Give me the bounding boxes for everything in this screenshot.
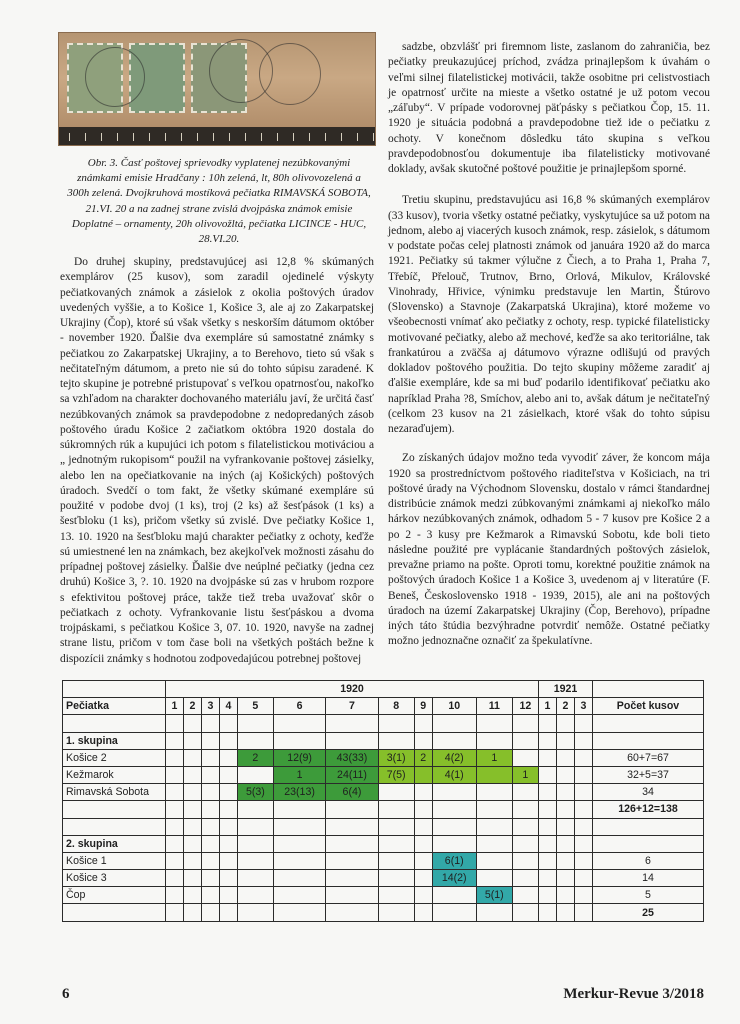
table-cell <box>166 835 184 852</box>
table-cell <box>326 801 378 818</box>
table-row <box>63 870 704 887</box>
table-cell <box>166 801 184 818</box>
table-cell <box>476 818 512 835</box>
month-header: 1 <box>166 698 184 715</box>
ruler-tick <box>309 133 310 141</box>
month-cell <box>476 784 512 801</box>
table-cell <box>201 801 219 818</box>
table-cell <box>432 715 476 732</box>
ruler-tick <box>181 133 182 141</box>
row-label: Kežmarok <box>63 766 166 783</box>
month-cell <box>414 766 432 783</box>
table-cell <box>166 818 184 835</box>
table-cell <box>593 715 704 732</box>
table-cell <box>432 732 476 749</box>
right-column <box>388 40 710 650</box>
ruler-tick <box>341 133 342 141</box>
table-cell <box>63 801 166 818</box>
table-cell <box>273 904 325 921</box>
stamp-photo <box>58 32 376 146</box>
table-cell <box>593 732 704 749</box>
table-cell <box>183 715 201 732</box>
table-cell <box>183 732 201 749</box>
row-label: Košice 2 <box>63 749 166 766</box>
month-cell <box>414 784 432 801</box>
month-cell <box>556 749 574 766</box>
month-header: 12 <box>512 698 538 715</box>
month-cell <box>183 766 201 783</box>
month-cell <box>574 784 592 801</box>
month-cell <box>556 852 574 869</box>
month-cell <box>166 870 184 887</box>
ruler-tick <box>197 133 198 141</box>
month-cell <box>326 870 378 887</box>
month-cell <box>556 887 574 904</box>
column-header-postmark: Pečiatka <box>63 698 166 715</box>
month-cell <box>538 887 556 904</box>
count-cell: 5 <box>593 887 704 904</box>
figure-caption: Obr. 3. Časť poštovej sprievodky vyplatenej nezúbkovanými známkami emisie Hradčany : 10h zelená, lt, 80h olivovozelená a 300h zelená. Dvojkruhová mostíková pečiatka RIMAVSKÁ SOBOTA, 21.VI. 20 a na zadnej strane zvislá dvojpáska známok emisie Doplatné – ornamenty, 20h olivovožltá, pečiatka LICINCE - HUC, 28.VI.20. <box>67 157 371 246</box>
month-cell <box>538 784 556 801</box>
table-cell <box>538 801 556 818</box>
table-cell <box>574 715 592 732</box>
table-row-empty <box>63 818 704 835</box>
table-cell <box>593 835 704 852</box>
ruler-strip <box>59 127 375 145</box>
count-cell: 14 <box>593 870 704 887</box>
paragraph: sadzbe, obzvlášť pri firemnom liste, zaslanom do zahraničia, bez pečiatky preukazujúcej príchod, zvádza prinajlepšom k úvahám o veľmi silnej filatelistickej motivácii, takže osobitne pri celistvostiach je opatrnosť určite na mieste a všetko ostatné je už potom vecou „záľuby“. V prípade vodorovnej päťpásky s pečiatkou Čop, 15. 11. 1920 je situácia podobná a pravdepodobne tiež ide o pečiatku z ochoty. V konečnom dôsledku táto skupina s veľkou pravdepodobnosťou dokumentuje iba filatelisticky motivované doklady, avšak skutočné poštové použitie je prinajlepšom sporné. <box>388 41 710 175</box>
table-cell <box>574 818 592 835</box>
table-cell <box>538 732 556 749</box>
table-cell <box>414 715 432 732</box>
month-cell <box>476 766 512 783</box>
table-cell <box>326 904 378 921</box>
table-cell <box>378 904 414 921</box>
month-cell <box>237 887 273 904</box>
table-cell <box>166 732 184 749</box>
month-cell: 23(13) <box>273 784 325 801</box>
table-cell <box>219 904 237 921</box>
month-cell <box>273 852 325 869</box>
month-cell: 7(5) <box>378 766 414 783</box>
group-label: 1. skupina <box>63 732 166 749</box>
month-cell <box>512 749 538 766</box>
table-cell <box>326 835 378 852</box>
month-header: 3 <box>574 698 592 715</box>
month-cell <box>378 852 414 869</box>
month-cell <box>476 852 512 869</box>
month-cell <box>273 870 325 887</box>
month-cell: 1 <box>273 766 325 783</box>
paragraph: Do druhej skupiny, predstavujúcej asi 12,8 % skúmaných exemplárov (25 kusov), som zaradil ojedinelé výskyty pečiatkovaných známok a zásielok z okolia poštových úradov uvedených vyššie, a to Košice 1, Košice 3, ale aj zo Zakarpatskej Ukrajiny (Čop), ktoré sú však všetky s neskorším dátumom október - november 1920. Ďalšie dva exempláre sú samostatné známky s pečiatkou zo Zakarpatskej Ukrajiny, a to Berehovo, tieto sú však s nečitateľným dátumom, a preto nie sú do tohto súpisu zaradené. K tejto skupine je potrebné pristupovať s veľkou opatrnosťou, nakoľko sa vzhľadom na charakter dochovaného materiálu javí, že určitá časť nezúbkovaných známok sa pravdepodobne z nedopredaných zásob poštového úradu Košice 2 začiatkom októbra 1920 dostala do súkromných rúk a kupujúci ich potom s filatelistickou motiváciou a „ jednotným rukopisom“ použil na vyfrankovanie poštovej zásielky, alebo len na opečiatkovanie na iných (aj Košických) poštových úradoch. Svedčí o tom fakt, že všetky skúmané exempláre sú použité v podobe dvoj (1 ks), troj (2 ks) až šesťpások (1 ks) a šesťbloku (1 ks), pričom všetky sú zvislé. Dve pečiatky Košice 1, 13. 10. 1920 na šesťbloku majú charakter pečiatky z ochoty, keďže sú umiestnené len na známkach, bez akejkoľvek možnosti zásahu do prípadnej poštovej zásielky. Ďalšie dve neúplné pečiatky (jedna cez druhú) Košice 3, ?. 10. 1920 na dvojpáske sú zas v hrubom rozpore s efektivitou poštovej práce, takže tiež treba uvažovať skôr o pečiatkach z ochoty. Vyfrankovanie listu šesťpáskou a dvoma trojpáskami, s pečiatkou Košice 3, 07. 10. 1920, navyše na zadnej strane listu, pričom v tom čase boli na všetkých poštách bežne k dispozícii známky s hodnotou zodpovedajúcou potrebnej poštovej <box>60 256 374 665</box>
month-cell <box>476 870 512 887</box>
month-cell <box>219 887 237 904</box>
paragraph: Tretiu skupinu, predstavujúcu asi 16,8 % skúmaných exemplárov (33 kusov), tvoria všetky ostatné pečiatky, vyskytujúce sa už potom na jednom, alebo aj viacerých kusoch známok, resp. zásielok, s dátumom v podstate počas celej platnosti známok od januára 1920 až do marca 1921. Pečiatky sú takmer výlučne z Čiech, a to Praha 1, Praha 7, Třebíč, Přelouč, Trutnov, Brno, Orlová, Mikulov, Královské Vinohrady, Hřivice, výnimku predstavuje len Martin, Štúrovo (Slovensko) a Stavnoje (Zakarpatská Ukrajina), ktoré možeme vo všeobecnosti vnímať ako pečiatky z ochoty, resp. typické filatelisticky motivované pečiatky, alebo až mechové, keďže sa ako teritoriálne, tak frankatúrou a zväčša aj dátumovo výrazne odlišujú od pravých dokladov poštového použitia. Do tejto skupiny môžeme zaradiť aj ďalšie exempláre, kde sa mi buď podarilo identifikovať pečiatku ako napríklad Praha ?8, Smíchov, alebo ani to, avšak dátum je nečitateľný (celkom 23 kusov na 21 zásielkach, ktoré však do tohto súpisu nezaraďujem). <box>388 194 710 435</box>
ruler-tick <box>85 133 86 141</box>
table-cell <box>476 715 512 732</box>
table-row <box>63 749 704 766</box>
month-cell: 43(33) <box>326 749 378 766</box>
month-cell: 1 <box>476 749 512 766</box>
month-cell <box>183 870 201 887</box>
table-cell <box>273 801 325 818</box>
table-cell <box>378 732 414 749</box>
count-cell: 60+7=67 <box>593 749 704 766</box>
table-cell <box>556 818 574 835</box>
month-cell: 12(9) <box>273 749 325 766</box>
table-group-label <box>63 835 704 852</box>
month-cell <box>512 852 538 869</box>
month-cell <box>219 784 237 801</box>
table-cell <box>166 904 184 921</box>
month-cell <box>201 852 219 869</box>
table-cell <box>556 801 574 818</box>
table-group-total <box>63 904 704 921</box>
table-cell <box>538 818 556 835</box>
month-cell <box>219 852 237 869</box>
paragraph: Zo získaných údajov možno teda vyvodiť záver, že koncom mája 1920 sa prostredníctvom poštového riaditeľstva v Košiciach, na tri poštové úrady na Východnom Slovensku, dostalo v rámci štandardnej distribúcie známok medzi zúbkovanými známkami aj niekoľko málo hárkov nezúbkovaných známok, odhadom 5 - 7 kusov pre Košice 2 a po 2 - 3 kusy pre Kežmarok a Rimavskú Sobotu, kde boli tieto následne použité pre vyplácanie štandardných poštových zásielok, prevažne priamo na pošte. Oproti tomu, korektné použitie známok na poštových úradoch Košice 1 a Košice 3, uvedenom aj v literatúre (F. Beneš, Československo 1918 - 1939, 2015), ale ani na poštových úradoch na území Zakarpatskej Ukrajiny (Čop, Berehovo), prípadne iných táto štúdia bezvýhradne potvrdiť nemôže. Ostatné pečiatky možno jednoznačne označiť za špekulatívne. <box>388 452 710 648</box>
table-row <box>63 766 704 783</box>
table-cell <box>414 801 432 818</box>
table-cell <box>378 801 414 818</box>
month-header: 2 <box>183 698 201 715</box>
month-cell <box>219 749 237 766</box>
month-cell <box>326 852 378 869</box>
table-cell <box>201 732 219 749</box>
month-cell <box>512 784 538 801</box>
table-cell <box>183 904 201 921</box>
table-cell <box>378 818 414 835</box>
table-cell <box>219 801 237 818</box>
table-cell <box>574 732 592 749</box>
table-cell <box>556 732 574 749</box>
month-cell <box>166 766 184 783</box>
postmark-image <box>259 43 321 105</box>
month-cell <box>183 749 201 766</box>
table-row-empty <box>63 715 704 732</box>
group-label: 2. skupina <box>63 835 166 852</box>
left-column <box>60 255 374 667</box>
table-cell <box>273 732 325 749</box>
table-cell <box>183 801 201 818</box>
month-cell <box>414 870 432 887</box>
count-cell: 6 <box>593 852 704 869</box>
month-header: 6 <box>273 698 325 715</box>
table-cell <box>556 715 574 732</box>
table-cell <box>183 835 201 852</box>
table-cell <box>201 904 219 921</box>
row-label: Rimavská Sobota <box>63 784 166 801</box>
table-cell <box>556 835 574 852</box>
table-cell <box>512 732 538 749</box>
year-header-1920: 1920 <box>166 681 539 698</box>
table-row <box>63 852 704 869</box>
table-cell <box>574 835 592 852</box>
column-header-count: Počet kusov <box>593 698 704 715</box>
ruler-tick <box>325 133 326 141</box>
table-cell <box>201 835 219 852</box>
table-cell <box>63 715 166 732</box>
month-header: 10 <box>432 698 476 715</box>
month-cell <box>166 887 184 904</box>
table-cell <box>237 835 273 852</box>
month-cell <box>556 766 574 783</box>
ruler-tick <box>261 133 262 141</box>
table-cell <box>237 801 273 818</box>
month-cell <box>237 870 273 887</box>
month-cell: 6(1) <box>432 852 476 869</box>
month-cell <box>574 749 592 766</box>
month-cell: 4(2) <box>432 749 476 766</box>
month-cell <box>538 766 556 783</box>
magazine-issue: Merkur-Revue 3/2018 <box>563 986 704 1002</box>
table-cell <box>273 818 325 835</box>
group-total: 126+12=138 <box>593 801 704 818</box>
table-cell <box>166 715 184 732</box>
month-cell <box>432 784 476 801</box>
month-cell <box>326 887 378 904</box>
table-cell <box>476 801 512 818</box>
table-group-total <box>63 801 704 818</box>
table-cell <box>378 835 414 852</box>
month-header: 1 <box>538 698 556 715</box>
month-cell: 1 <box>512 766 538 783</box>
month-cell <box>512 887 538 904</box>
row-label: Čop <box>63 887 166 904</box>
month-cell: 2 <box>237 749 273 766</box>
table-cell <box>574 904 592 921</box>
month-cell <box>574 887 592 904</box>
table-cell <box>574 801 592 818</box>
month-cell <box>201 870 219 887</box>
month-cell <box>538 870 556 887</box>
ruler-tick <box>245 133 246 141</box>
month-cell <box>512 870 538 887</box>
month-cell <box>183 852 201 869</box>
ruler-tick <box>277 133 278 141</box>
table-cell <box>273 715 325 732</box>
table-cell <box>63 818 166 835</box>
table-row <box>63 784 704 801</box>
month-cell: 2 <box>414 749 432 766</box>
table-cell <box>201 715 219 732</box>
row-label: Košice 3 <box>63 870 166 887</box>
table-cell <box>593 818 704 835</box>
month-header: 9 <box>414 698 432 715</box>
month-cell <box>237 766 273 783</box>
table-cell <box>512 904 538 921</box>
ruler-tick <box>357 133 358 141</box>
month-header: 8 <box>378 698 414 715</box>
month-cell <box>432 887 476 904</box>
month-cell <box>201 766 219 783</box>
month-header: 3 <box>201 698 219 715</box>
table-cell <box>183 818 201 835</box>
table-cell <box>512 715 538 732</box>
ruler-tick <box>165 133 166 141</box>
table-cell <box>538 835 556 852</box>
ruler-tick <box>133 133 134 141</box>
month-cell <box>201 887 219 904</box>
postmark-image <box>85 47 145 107</box>
ruler-tick <box>117 133 118 141</box>
table-cell <box>538 904 556 921</box>
table-cell <box>512 835 538 852</box>
table-cell <box>432 904 476 921</box>
table-cell <box>476 904 512 921</box>
ruler-tick <box>229 133 230 141</box>
table-cell <box>237 715 273 732</box>
table-cell <box>512 801 538 818</box>
month-cell <box>574 766 592 783</box>
table-cell <box>219 732 237 749</box>
month-cell <box>166 852 184 869</box>
table-row <box>63 887 704 904</box>
month-cell <box>574 870 592 887</box>
month-cell: 14(2) <box>432 870 476 887</box>
table-cell <box>326 818 378 835</box>
table-cell <box>63 681 166 698</box>
month-cell: 24(11) <box>326 766 378 783</box>
table-cell <box>476 835 512 852</box>
table-cell <box>512 818 538 835</box>
month-cell: 3(1) <box>378 749 414 766</box>
month-cell <box>378 887 414 904</box>
table-header-months <box>63 698 704 715</box>
table-cell <box>378 715 414 732</box>
table-cell <box>273 835 325 852</box>
table-cell <box>237 904 273 921</box>
ruler-tick <box>69 133 70 141</box>
month-cell <box>556 784 574 801</box>
table-cell <box>414 732 432 749</box>
month-cell <box>378 784 414 801</box>
table-cell <box>556 904 574 921</box>
month-cell <box>183 887 201 904</box>
month-cell <box>414 887 432 904</box>
ruler-tick <box>373 133 374 141</box>
ruler-tick <box>213 133 214 141</box>
month-cell <box>201 784 219 801</box>
month-cell <box>273 887 325 904</box>
month-cell <box>574 852 592 869</box>
month-header: 11 <box>476 698 512 715</box>
month-cell: 6(4) <box>326 784 378 801</box>
month-cell <box>538 749 556 766</box>
month-cell <box>166 749 184 766</box>
month-header: 2 <box>556 698 574 715</box>
month-cell <box>556 870 574 887</box>
table-cell <box>476 732 512 749</box>
table-cell <box>432 835 476 852</box>
table-cell <box>593 681 704 698</box>
table-cell <box>219 835 237 852</box>
table-cell <box>237 818 273 835</box>
page-number: 6 <box>62 986 70 1002</box>
month-cell <box>166 784 184 801</box>
table-cell <box>414 904 432 921</box>
month-cell <box>237 852 273 869</box>
table-cell <box>414 818 432 835</box>
month-cell <box>201 749 219 766</box>
year-header-1921: 1921 <box>538 681 592 698</box>
table-cell <box>414 835 432 852</box>
table-cell <box>63 904 166 921</box>
table-cell <box>432 801 476 818</box>
table-cell <box>237 732 273 749</box>
count-cell: 32+5=37 <box>593 766 704 783</box>
month-cell <box>378 870 414 887</box>
month-cell: 4(1) <box>432 766 476 783</box>
table-cell <box>432 818 476 835</box>
month-cell <box>219 870 237 887</box>
ruler-tick <box>149 133 150 141</box>
month-header: 7 <box>326 698 378 715</box>
postmark-table <box>62 680 704 922</box>
month-cell <box>219 766 237 783</box>
table-cell <box>326 732 378 749</box>
ruler-tick <box>101 133 102 141</box>
ruler-tick <box>293 133 294 141</box>
group-total: 25 <box>593 904 704 921</box>
month-cell: 5(1) <box>476 887 512 904</box>
month-header: 4 <box>219 698 237 715</box>
month-cell <box>183 784 201 801</box>
table-cell <box>538 715 556 732</box>
month-cell: 5(3) <box>237 784 273 801</box>
row-label: Košice 1 <box>63 852 166 869</box>
month-cell <box>414 852 432 869</box>
table-group-label <box>63 732 704 749</box>
month-cell <box>538 852 556 869</box>
month-header: 5 <box>237 698 273 715</box>
table-cell <box>219 715 237 732</box>
table-cell <box>201 818 219 835</box>
table-header-years <box>63 681 704 698</box>
table-cell <box>326 715 378 732</box>
count-cell: 34 <box>593 784 704 801</box>
table-cell <box>219 818 237 835</box>
